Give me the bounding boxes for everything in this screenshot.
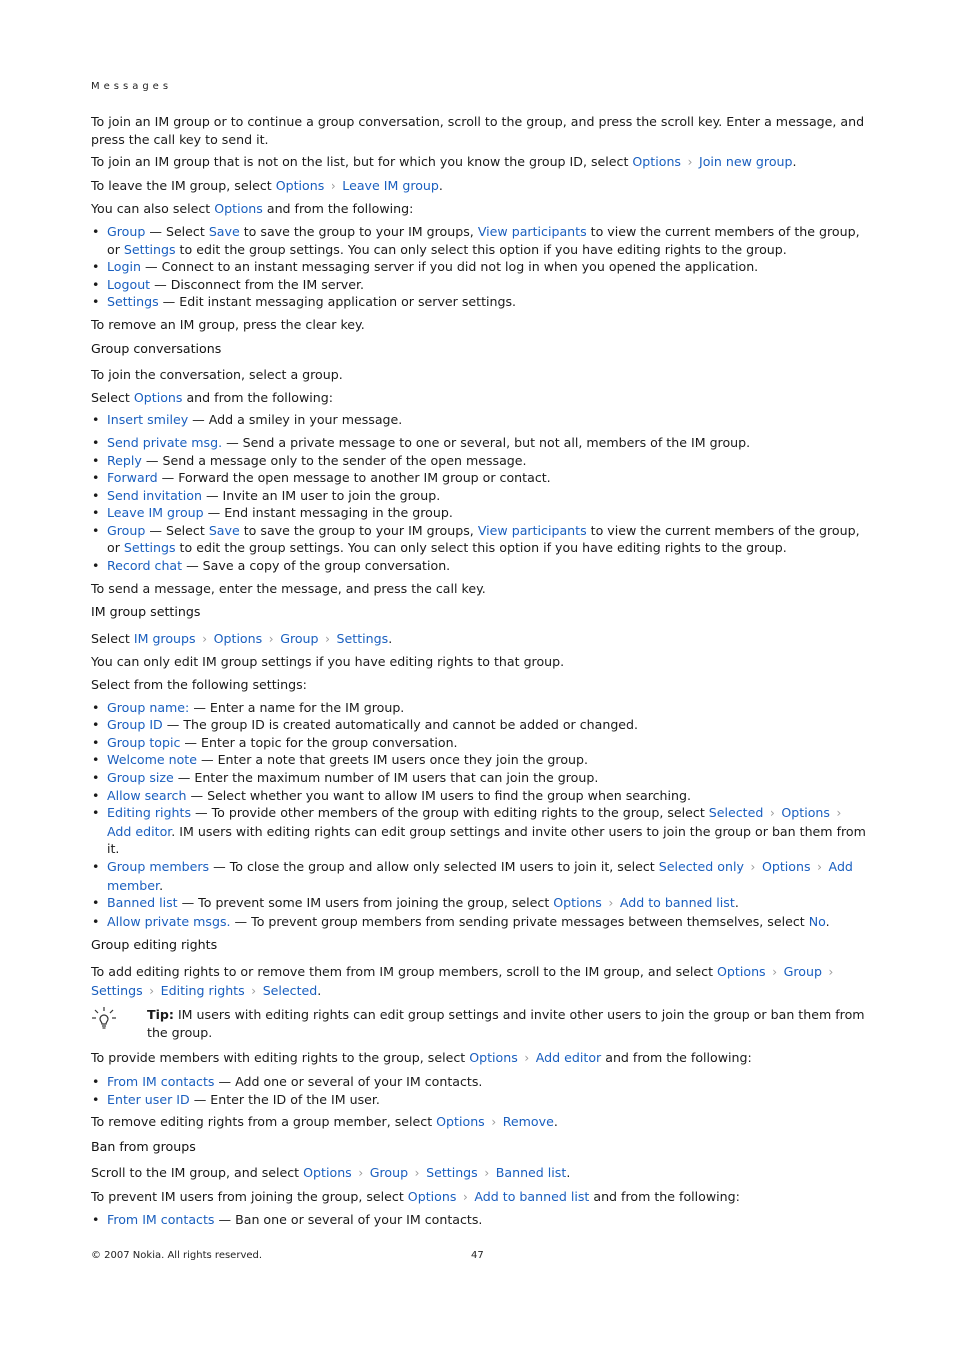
text: to view the current members of the group, or xyxy=(107,522,860,556)
list-item xyxy=(91,716,866,734)
link-settings[interactable]: Settings xyxy=(426,1165,478,1181)
chevron-right-icon: › xyxy=(828,964,834,979)
link-im-groups[interactable]: IM groups xyxy=(133,630,196,646)
link-add-to-banned-list[interactable]: Add to banned list xyxy=(474,1188,590,1204)
link-group[interactable]: Group xyxy=(280,630,319,646)
text: Select xyxy=(91,389,134,405)
link-options[interactable]: Options xyxy=(213,630,263,646)
list-item xyxy=(91,699,866,717)
list-item xyxy=(91,504,866,522)
paragraph xyxy=(91,1113,866,1132)
link-send-private-msg[interactable]: Send private msg. xyxy=(107,434,223,450)
paragraph xyxy=(91,630,866,649)
text: — Select xyxy=(145,522,209,538)
link-add-to-banned-list[interactable]: Add to banned list xyxy=(619,895,735,911)
text: and from the following: xyxy=(589,1188,740,1204)
lightbulb-icon xyxy=(91,1006,117,1032)
text: — Select whether you want to allow IM users to find the group when searching. xyxy=(186,787,692,803)
link-group[interactable]: Group xyxy=(783,963,822,979)
list-item xyxy=(91,522,866,557)
link-options[interactable]: Options xyxy=(133,389,183,405)
link-group-id[interactable]: Group ID xyxy=(107,717,163,733)
list-item xyxy=(91,276,866,294)
link-no[interactable]: No xyxy=(808,913,826,929)
list-item xyxy=(91,452,866,470)
link-save[interactable]: Save xyxy=(208,522,240,538)
paragraph xyxy=(91,153,866,172)
text: — Send a private message to one or several, but not all, members of the IM group. xyxy=(222,434,751,450)
link-reply[interactable]: Reply xyxy=(107,452,142,468)
list-item xyxy=(91,734,866,752)
heading-ban-from-groups: Ban from groups xyxy=(91,1138,196,1154)
text: — Enter a note that greets IM users once they join the group. xyxy=(196,752,588,768)
link-editing-rights[interactable]: Editing rights xyxy=(160,982,245,998)
text: To send a message, enter the message, and press the call key. xyxy=(91,580,486,596)
list-item xyxy=(91,804,866,858)
text: To provide members with editing rights to the group, select xyxy=(91,1050,470,1066)
text: — Select xyxy=(145,223,209,239)
options-list xyxy=(91,1073,866,1108)
heading-group-conversations: Group conversations xyxy=(91,340,222,356)
link-view-participants[interactable]: View participants xyxy=(477,223,587,239)
chevron-right-icon: › xyxy=(750,859,756,874)
text: — Connect to an instant messaging server if you did not log in when you opened the application. xyxy=(140,259,759,275)
link-settings[interactable]: Settings xyxy=(123,540,176,556)
list-item xyxy=(91,293,866,311)
text: — Ban one or several of your IM contacts. xyxy=(214,1212,483,1228)
link-remove[interactable]: Remove xyxy=(502,1114,554,1130)
text: . xyxy=(825,913,830,929)
link-options[interactable]: Options xyxy=(214,201,263,217)
chevron-right-icon: › xyxy=(524,1051,530,1066)
chevron-right-icon: › xyxy=(608,896,614,911)
chevron-right-icon: › xyxy=(462,1189,468,1204)
link-add-member[interactable]: Add member xyxy=(107,858,853,893)
link-record-chat[interactable]: Record chat xyxy=(107,558,183,574)
chevron-right-icon: › xyxy=(268,631,274,646)
text: To remove editing rights from a group member, select xyxy=(91,1114,437,1130)
link-welcome-note[interactable]: Welcome note xyxy=(107,752,197,768)
link-allow-search[interactable]: Allow search xyxy=(107,787,187,803)
link-selected[interactable]: Selected xyxy=(262,982,318,998)
paragraph xyxy=(91,963,866,1000)
text: . xyxy=(792,154,797,170)
list-item xyxy=(91,894,866,913)
heading-im-group-settings: IM group settings xyxy=(91,604,201,620)
text: and from the following: xyxy=(182,389,333,405)
paragraph xyxy=(91,1049,866,1068)
text: — Edit instant messaging application or server settings. xyxy=(158,294,517,310)
list-item xyxy=(91,787,866,805)
link-from-im-contacts[interactable]: From IM contacts xyxy=(107,1073,215,1089)
link-settings[interactable]: Settings xyxy=(107,294,159,310)
text: and from the following: xyxy=(262,201,414,217)
text: — Enter a name for the IM group. xyxy=(189,699,405,715)
link-insert-smiley[interactable]: Insert smiley xyxy=(107,412,189,428)
paragraph xyxy=(91,1164,866,1183)
text: to edit the group settings. You can only select this option if you have editing rights to the group. xyxy=(175,241,787,257)
link-join-new-group[interactable]: Join new group xyxy=(698,154,793,170)
link-leave-im-group[interactable]: Leave IM group xyxy=(342,177,439,193)
link-group[interactable]: Group xyxy=(107,522,146,538)
link-allow-private-msgs[interactable]: Allow private msgs. xyxy=(107,913,231,929)
chevron-right-icon: › xyxy=(149,983,155,998)
link-group[interactable]: Group xyxy=(369,1165,409,1181)
list-item xyxy=(91,913,866,931)
text: Select xyxy=(91,630,134,646)
chevron-right-icon: › xyxy=(772,964,778,979)
link-banned-list[interactable]: Banned list xyxy=(107,895,178,911)
link-editing-rights[interactable]: Editing rights xyxy=(107,805,192,821)
paragraph xyxy=(91,200,866,218)
paragraph xyxy=(91,113,866,148)
text: — Enter the maximum number of IM users that can join the group. xyxy=(173,770,599,785)
tip-text: IM users with editing rights can edit group settings and invite other users to join the group or ban them from the group. xyxy=(147,1007,865,1040)
text: to edit the group settings. You can only select this option if you have editing rights to the group. xyxy=(175,540,787,556)
text: to save the group to your IM groups, xyxy=(239,522,478,538)
text: — Send a message only to the sender of the open message. xyxy=(141,452,527,468)
paragraph xyxy=(91,389,866,407)
link-login[interactable]: Login xyxy=(107,259,141,275)
link-options[interactable]: Options xyxy=(436,1114,485,1130)
text: . xyxy=(159,877,164,893)
text: — Add one or several of your IM contacts. xyxy=(214,1073,483,1089)
list-item xyxy=(91,411,866,429)
main-content xyxy=(91,113,866,1234)
chevron-right-icon: › xyxy=(330,178,336,193)
text: Scroll to the IM group, and select xyxy=(91,1165,304,1181)
text: — Disconnect from the IM server. xyxy=(150,276,364,292)
link-add-editor[interactable]: Add editor xyxy=(535,1050,602,1066)
link-forward[interactable]: Forward xyxy=(107,470,158,486)
link-add-editor[interactable]: Add editor xyxy=(107,823,172,839)
text: To join an IM group that is not on the list, but for which you know the group ID, select xyxy=(91,154,633,170)
link-view-participants[interactable]: View participants xyxy=(477,522,587,538)
link-send-invitation[interactable]: Send invitation xyxy=(107,487,202,503)
list-item xyxy=(91,223,866,258)
text: To remove an IM group, press the clear key. xyxy=(91,316,365,332)
link-options[interactable]: Options xyxy=(407,1188,457,1204)
link-options[interactable]: Options xyxy=(553,895,602,911)
link-group-topic[interactable]: Group topic xyxy=(107,734,181,750)
text: You can only edit IM group settings if you have editing rights to that group. xyxy=(91,654,565,670)
options-list xyxy=(91,411,866,574)
text: To prevent IM users from joining the group, select xyxy=(91,1188,408,1204)
link-settings[interactable]: Settings xyxy=(123,241,176,257)
heading-group-editing-rights: Group editing rights xyxy=(91,937,218,953)
section-header: Messages xyxy=(91,81,173,92)
text: To leave the IM group, select xyxy=(91,177,276,193)
list-item xyxy=(91,258,866,276)
text: To join the conversation, select a group. xyxy=(91,367,343,383)
paragraph xyxy=(91,653,866,671)
copyright-text: © 2007 Nokia. All rights reserved. xyxy=(91,1250,263,1261)
chevron-right-icon: › xyxy=(817,859,822,874)
list-item xyxy=(91,434,866,452)
list-item xyxy=(91,858,866,894)
options-list xyxy=(91,223,866,311)
chevron-right-icon: › xyxy=(325,631,330,646)
link-leave-im-group[interactable]: Leave IM group xyxy=(107,505,204,521)
link-group-size[interactable]: Group size xyxy=(107,770,174,785)
link-logout[interactable]: Logout xyxy=(107,276,151,292)
paragraph xyxy=(91,316,866,334)
text: — Forward the open message to another IM group or contact. xyxy=(157,470,551,486)
link-group[interactable]: Group xyxy=(107,223,146,239)
paragraph xyxy=(91,177,866,196)
link-save[interactable]: Save xyxy=(208,223,240,239)
text: . xyxy=(388,630,393,646)
text: and from the following: xyxy=(601,1050,752,1066)
link-options[interactable]: Options xyxy=(761,858,811,874)
text: — The group ID is created automatically and cannot be added or changed. xyxy=(162,717,639,733)
chevron-right-icon: › xyxy=(202,631,207,646)
text: — Enter a topic for the group conversation. xyxy=(180,734,458,750)
text: — Add a smiley in your message. xyxy=(188,412,403,428)
list-item xyxy=(91,769,866,787)
text: . IM users with editing rights can edit group settings and invite other users to join the group or ban them from it. xyxy=(107,823,866,857)
list-item xyxy=(91,751,866,769)
list-item xyxy=(91,1091,866,1109)
text: To join an IM group or to continue a group conversation, scroll to the group, and press the scroll key. Enter a message, and press the call key to send it. xyxy=(91,114,865,147)
chevron-right-icon: › xyxy=(358,1166,364,1181)
link-enter-user-id[interactable]: Enter user ID xyxy=(107,1091,190,1107)
text: . xyxy=(553,1114,558,1130)
page-number: 47 xyxy=(471,1250,484,1261)
chevron-right-icon: › xyxy=(491,1115,497,1130)
link-selected-only[interactable]: Selected only xyxy=(658,858,744,874)
link-options[interactable]: Options xyxy=(469,1050,518,1066)
tip-label: Tip: xyxy=(147,1007,174,1023)
text: — Invite an IM user to join the group. xyxy=(201,487,441,503)
text: to save the group to your IM groups, xyxy=(239,223,478,239)
paragraph xyxy=(91,580,866,598)
list-item xyxy=(91,1073,866,1091)
paragraph xyxy=(91,676,866,694)
list-item xyxy=(91,469,866,487)
link-group-name[interactable]: Group name: xyxy=(107,699,190,715)
text: . xyxy=(566,1165,571,1181)
chevron-right-icon: › xyxy=(251,983,257,998)
text: — To prevent group members from sending private messages between themselves, select xyxy=(230,913,809,929)
settings-list xyxy=(91,699,866,931)
chevron-right-icon: › xyxy=(414,1166,420,1181)
text: to view the current members of the group, or xyxy=(107,223,860,257)
text: You can also select xyxy=(91,201,215,217)
link-settings[interactable]: Settings xyxy=(336,630,389,646)
text: — To provide other members of the group with editing rights to the group, select xyxy=(191,805,709,821)
chevron-right-icon: › xyxy=(484,1166,490,1181)
link-options[interactable]: Options xyxy=(632,154,681,170)
list-item xyxy=(91,557,866,575)
paragraph xyxy=(91,1188,866,1207)
text: — To close the group and allow only selected IM users to join it, select xyxy=(209,858,659,874)
text: To add editing rights to or remove them from IM group members, scroll to the IM group, and select xyxy=(91,963,718,979)
list-item xyxy=(91,1211,866,1229)
link-selected[interactable]: Selected xyxy=(708,805,764,821)
text: — End instant messaging in the group. xyxy=(203,505,453,521)
text: Select from the following settings: xyxy=(91,677,307,693)
chevron-right-icon: › xyxy=(769,806,775,821)
link-banned-list[interactable]: Banned list xyxy=(495,1165,567,1181)
link-group-members[interactable]: Group members xyxy=(107,858,210,874)
link-options[interactable]: Options xyxy=(781,805,830,821)
link-from-im-contacts[interactable]: From IM contacts xyxy=(107,1212,215,1228)
list-item xyxy=(91,487,866,505)
options-list xyxy=(91,1211,866,1229)
text: — Enter the ID of the IM user. xyxy=(189,1091,380,1107)
link-settings[interactable]: Settings xyxy=(91,982,143,998)
link-options[interactable]: Options xyxy=(275,177,325,193)
text: . xyxy=(734,895,739,911)
text: — To prevent some IM users from joining the group, select xyxy=(177,895,554,911)
tip-box xyxy=(91,1006,866,1041)
text: . xyxy=(317,982,322,998)
text: . xyxy=(438,177,443,193)
paragraph xyxy=(91,366,866,384)
link-options[interactable]: Options xyxy=(717,963,766,979)
chevron-right-icon: › xyxy=(687,155,693,170)
text: — Save a copy of the group conversation. xyxy=(182,558,451,574)
chevron-right-icon: › xyxy=(836,806,842,821)
link-options[interactable]: Options xyxy=(303,1165,352,1181)
